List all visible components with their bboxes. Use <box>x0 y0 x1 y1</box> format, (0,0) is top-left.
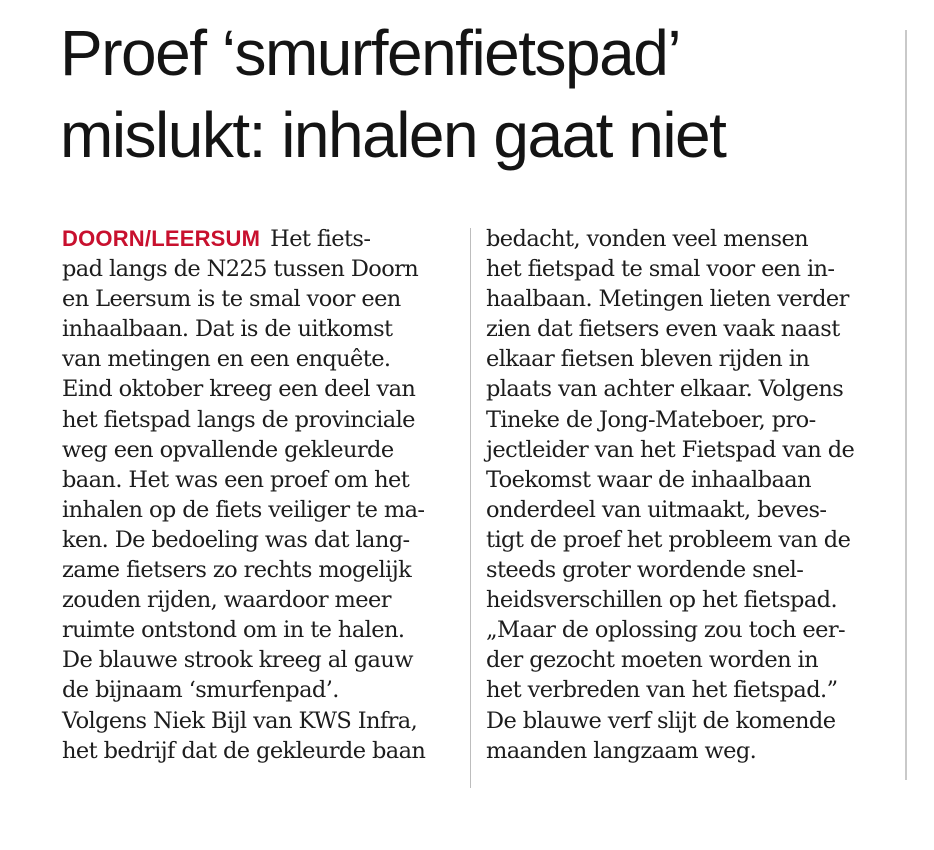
column-divider <box>470 228 471 788</box>
article-column-right <box>486 224 896 766</box>
body-line: plaats van achter elkaar. Volgens <box>486 376 844 403</box>
body-line: Eind oktober kreeg een deel van <box>62 376 416 403</box>
body-line: De blauwe verf slijt de komende <box>486 707 836 734</box>
body-line: zame fietsers zo rechts mogelijk <box>62 557 412 584</box>
body-line: inhaalbaan. Dat is de uitkomst <box>62 316 393 343</box>
body-line: jectleider van het Fietspad van de <box>486 436 855 463</box>
headline <box>60 12 890 176</box>
headline-line: Proef ‘smurfenfietspad’ <box>60 17 681 89</box>
body-line: het fietspad te smal voor een in- <box>486 256 835 283</box>
body-line: tigt de proef het probleem van de <box>486 526 851 553</box>
body-line: Volgens Niek Bijl van KWS Infra, <box>62 707 418 734</box>
body-line: ken. De bedoeling was dat lang- <box>62 526 410 553</box>
body-line: Tineke de Jong-Mateboer, pro- <box>486 406 816 433</box>
body-line: Toekomst waar de inhaalbaan <box>486 466 811 493</box>
body-line: pad langs de N225 tussen Doorn <box>62 256 419 283</box>
body-line: het bedrijf dat de gekleurde baan <box>62 737 426 764</box>
body-line: en Leersum is te smal voor een <box>62 286 401 313</box>
body-line: steeds groter wordende snel- <box>486 557 804 584</box>
article-column-left <box>62 224 462 766</box>
body-text: Het fiets- <box>270 226 371 252</box>
body-line: baan. Het was een proef om het <box>62 466 410 493</box>
body-line: haalbaan. Metingen lieten verder <box>486 286 849 313</box>
body-line: De blauwe strook kreeg al gauw <box>62 647 413 674</box>
body-line: ruimte ontstond om in te halen. <box>62 617 405 644</box>
body-line: der gezocht moeten worden in <box>486 647 819 674</box>
body-line: onderdeel van uitmaakt, beves- <box>486 496 827 523</box>
body-line: bedacht, vonden veel mensen <box>486 226 809 252</box>
body-line: van metingen en een enquête. <box>62 346 391 373</box>
body-line: heidsverschillen op het fietspad. <box>486 587 838 614</box>
body-line: zien dat fietsers even vaak naast <box>486 316 840 343</box>
page-edge-rule <box>905 30 907 780</box>
body-line: „Maar de oplossing zou toch eer- <box>486 617 845 644</box>
body-line <box>62 224 462 254</box>
body-line: elkaar fietsen bleven rijden in <box>486 346 810 373</box>
body-line: het verbreden van het fietspad.” <box>486 677 838 704</box>
headline-line: mislukt: inhalen gaat niet <box>60 99 726 171</box>
body-line: maanden langzaam weg. <box>486 737 757 764</box>
body-line: weg een opvallende gekleurde <box>62 436 394 463</box>
body-line: de bijnaam ‘smurfenpad’. <box>62 677 339 704</box>
body-line: inhalen op de fiets veiliger te ma- <box>62 496 425 523</box>
body-line: het fietspad langs de provinciale <box>62 406 415 433</box>
body-line: zouden rijden, waardoor meer <box>62 587 391 614</box>
dateline: DOORN/LEERSUM <box>62 226 261 251</box>
